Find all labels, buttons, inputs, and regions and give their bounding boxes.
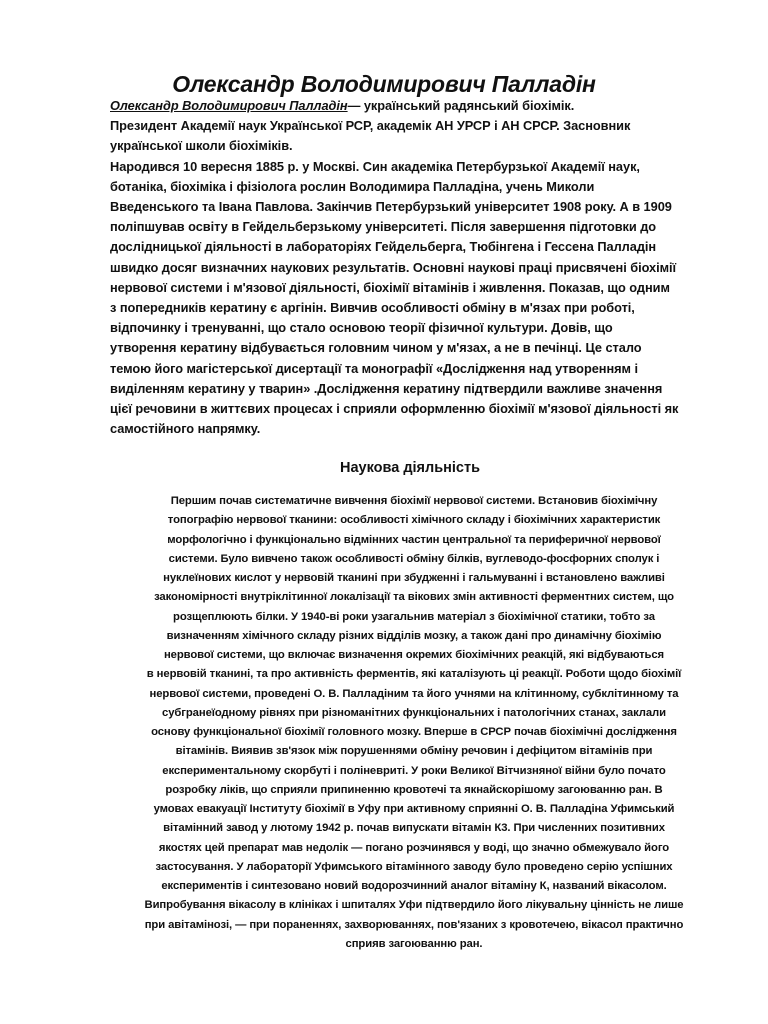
science-line: експериментальному скорбуті і поліневриті. У роки Великої Вітчизняної війни було почато xyxy=(162,764,666,777)
intro-line: української школи біохіміків. xyxy=(110,138,293,154)
intro-line: ботаніка, біохіміка і фізіолога рослин Володимира Палладіна, учень Миколи xyxy=(110,178,595,194)
science-line: вітамінний завод у лютому 1942 р. почав випускати вітамін К3. При численних позитивних xyxy=(163,822,665,835)
science-line: сприяв загоюванню ран. xyxy=(345,937,483,950)
science-line: закономірності внутріклітинної локалізації та вікових змін активності ферментних систем, що xyxy=(154,591,674,604)
science-line: нервової системи, проведені О. В. Палладіним та його учнями на клітинному, субклітинному та xyxy=(149,687,679,700)
name-link[interactable]: Олександр Володимирович Палладін xyxy=(110,98,348,113)
intro-line: з попередників кератину є аргінін. Вивчив особливості обміну в м'язах при роботі, xyxy=(110,300,635,316)
intro-line: Народився 10 вересня 1885 р. у Москві. Син академіка Петербурзької Академії наук, xyxy=(110,158,640,174)
intro-line: дослідницької діяльності в лабораторіях Гейдельберга, Тюбінгена і Гессена Палладін xyxy=(110,239,657,255)
intro-first-line-text: — український радянський біохімік. xyxy=(347,98,575,113)
science-line: умовах евакуації Інституту біохімії в Уфу при активному сприянні О. В. Палладіна Уфимський xyxy=(153,803,675,815)
intro-line: поліпшував освіту в Гейдельберзькому університеті. Після завершення підготовки до xyxy=(110,219,657,235)
science-line: при авітамінозі, — при пораненнях, захворюваннях, пов'язаних з кровотечею, вікасол практично xyxy=(144,918,684,931)
intro-line: відпочинку і тренуванні, що стало основою теорії фізичної культури. Довів, що xyxy=(110,320,613,336)
science-line: системи. Було вивчено також особливості обміну білків, вуглеводо-фосфорних сполук і xyxy=(168,552,660,565)
intro-line: швидко досяг визначних наукових результатів. Основні наукові праці присвячені біохімії xyxy=(110,259,677,275)
intro-first-line xyxy=(110,96,720,116)
intro-line: нервової системи і м'язової діяльності, біохімії вітамінів і живлення. Показав, що одним xyxy=(110,279,670,295)
science-section xyxy=(104,492,724,954)
science-line: нуклеїнових кислот у нервовій тканині при збудженні і гальмуванні і встановлено важливі xyxy=(163,572,665,584)
intro-line: утворення кератину відбувається головним чином у м'язах, а не в печінці. Це стало xyxy=(110,340,642,356)
science-line: топографію нервової тканини: особливості хімічного складу і біохімічних характеристик xyxy=(167,514,661,527)
science-line: якостях цей препарат мав недолік — погано розчинявся у воді, що значно обмежувало його xyxy=(158,841,670,854)
intro-line: цієї речовини в життєвих процесах і сприяли оформленню біохімії м'язової діяльності як xyxy=(110,401,679,417)
science-line: визначенням хімічного складу різних відділів мозку, а також дані про динамічну біохімію xyxy=(166,629,662,642)
intro-line: виділенням кератину у тварин» .Дослідження кератину підтвердили важливе значення xyxy=(110,380,663,396)
science-line: експериментів і синтезовано новий водорозчинний аналог вітаміну К, названий вікасолом. xyxy=(161,880,667,892)
science-line: Випробування вікасолу в клініках і шпиталях Уфи підтвердило його лікувальну цінність не лише xyxy=(144,899,684,912)
science-line: основу функціональної біохімії головного мозку. Вперше в СРСР почав біохімічні дослідження xyxy=(151,726,677,738)
page-title: Олександр Володимирович Палладін xyxy=(172,71,596,97)
intro-section xyxy=(110,96,720,439)
intro-line: самостійного напрямку. xyxy=(110,421,261,437)
science-line: розщеплюють білки. У 1940-ві роки узагальнив матеріал з біохімічної статики, тобто за xyxy=(173,610,655,623)
section-heading-science: Наукова діяльність xyxy=(339,460,481,476)
science-line: застосування. У лабораторії Уфимського вітамінного заводу було проведено серію успішних xyxy=(155,860,673,873)
science-line: вітамінів. Виявив зв'язок між порушеннями обміну речовин і дефіцитом вітамінів при xyxy=(175,745,653,758)
intro-line: Президент Академії наук Української РСР, академік АН УРСР і АН СРСР. Засновник xyxy=(110,118,631,134)
science-line: нервової системи, що включає визначення окремих біохімічних реакцій, які відбуваються xyxy=(163,649,665,661)
science-line: морфологічно і функціонально відмінних частин центральної та периферичної нервової xyxy=(167,533,661,546)
intro-line: Введенського та Івана Павлова. Закінчив Петербурзький університет 1908 року. А в 1909 xyxy=(110,199,672,215)
science-line: розробку ліків, що сприяли припиненню кровотечі та якнайскорішому загоюванню ран. В xyxy=(165,783,663,796)
science-line: в нервовій тканині, та про активність ферментів, які каталізують ці реакції. Роботи щодо біохімії xyxy=(146,668,682,681)
science-line: Першим почав систематичне вивчення біохімії нервової системи. Встановив біохімічну xyxy=(170,495,658,507)
science-line: субгранеїодному рівнях при різноманітних функціональних і патологічних станах, заклали xyxy=(162,706,666,719)
intro-line: темою його магістерської дисертації та монографії «Дослідження над утворенням і xyxy=(110,360,638,376)
